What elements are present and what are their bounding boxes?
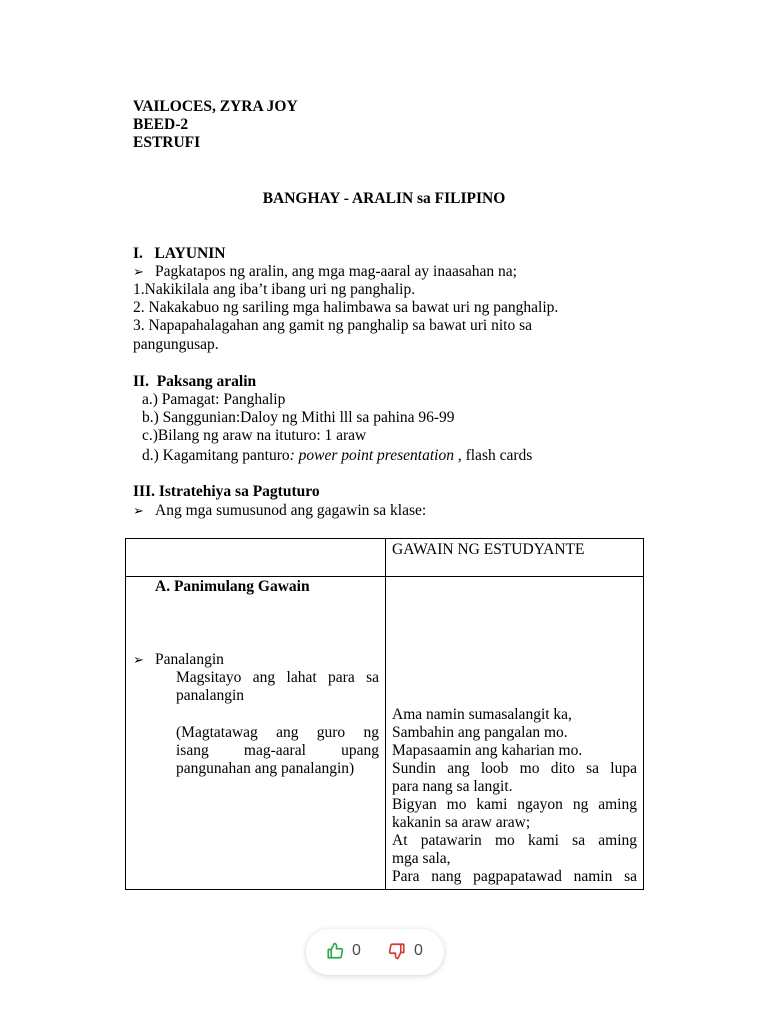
paksa-item-a: a.) Pamagat: Panghalip [142,391,286,408]
lesson-table [125,538,644,890]
thumbs-down-icon [388,942,406,960]
section-heading-layunin: I. LAYUNIN [133,245,226,262]
document-title: BANGHAY - ARALIN sa FILIPINO [262,190,506,207]
layunin-item-2: 2. Nakakabuo ng sariling mga halimbawa sa bawat uri ng panghalip. [133,299,559,316]
like-button[interactable] [326,942,361,960]
thumbs-up-icon [326,942,344,960]
table-divider [385,539,386,889]
layunin-item-1: 1.Nakikilala ang iba’t ibang uri ng panghalip. [133,281,416,298]
table-header-divider [126,576,643,577]
istratehiya-intro: ➢ Ang mga sumusunod ang gagawin sa klase: [133,502,427,519]
arrow-bullet-icon: ➢ [133,265,144,280]
section-heading-istratehiya: III. Istratehiya sa Pagtuturo [133,483,320,500]
like-count: 0 [352,942,361,959]
layunin-item-3-cont: pangungusap. [133,336,219,353]
teacher-instruction-1: Magsitayo ang lahat para sa panalangin [176,669,379,704]
section-heading-paksa: II. Paksang aralin [133,373,257,390]
student-name: VAILOCES, ZYRA JOY [133,98,298,115]
arrow-bullet-icon: ➢ [133,504,144,519]
student-prayer-text: Ama namin sumasalangit ka, Sambahin ang pangalan mo. Mapasaamin ang kaharian mo. Sundin ang loob mo dito sa lupa para nang sa langit. Bigyan mo kami ngayon ng aming kakanin sa araw araw; At patawarin mo kami sa aming mga sala, Para nang pagpapatawad namin sa [392,706,637,885]
course-label: BEED-2 [133,116,189,133]
dislike-button[interactable] [388,942,423,960]
teacher-instruction-2: (Magtatawag ang guro ng isang mag-aaral upang pangunahan ang panalangin) [176,724,379,777]
section-panimulang-gawain: A. Panimulang Gawain [155,578,310,595]
subject-label: ESTRUFI [133,134,201,151]
reaction-bar [306,929,444,975]
dislike-count: 0 [414,942,423,959]
layunin-intro: ➢ Pagkatapos ng aralin, ang mga mag-aaral ay inaasahan na; [133,263,517,280]
table-header-gawain-estudyante: GAWAIN NG ESTUDYANTE [392,541,585,558]
arrow-bullet-icon: ➢ [133,653,144,668]
paksa-item-c: c.)Bilang ng araw na ituturo: 1 araw [142,427,367,444]
paksa-item-b: b.) Sanggunian:Daloy ng Mithi lll sa pahina 96-99 [142,409,455,426]
bullet-panalangin: ➢ Panalangin [133,651,224,668]
paksa-item-d: d.) Kagamitang panturo: power point presentation , flash cards [142,447,533,464]
layunin-item-3: 3. Napapahalagahan ang gamit ng panghalip sa bawat uri nito sa [133,317,532,334]
